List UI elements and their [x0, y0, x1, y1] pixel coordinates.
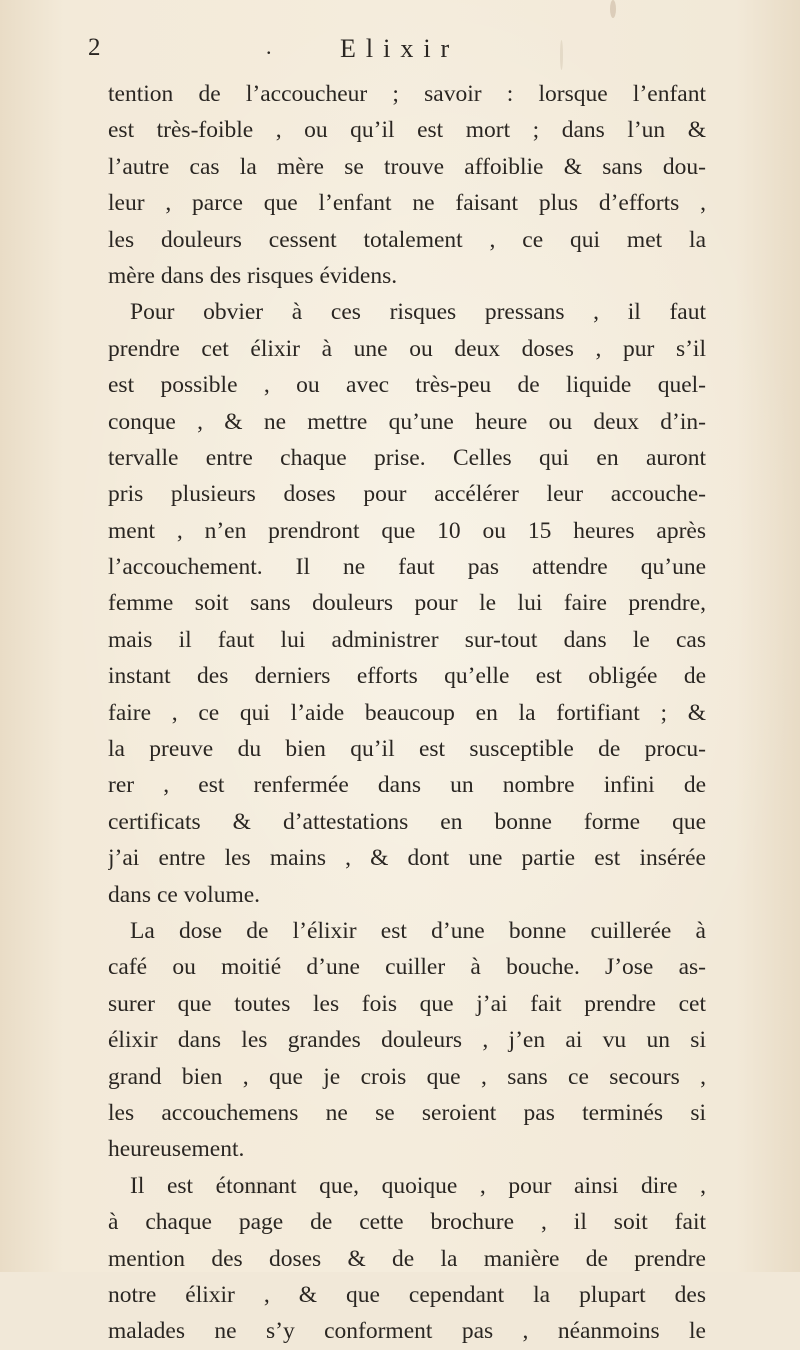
text-line: café ou moitié d’une cuiller à bouche. J’ose as-: [108, 954, 706, 981]
paragraph-first-line: Il est étonnant que, quoique , pour ainsi dire ,: [130, 1172, 706, 1199]
text-line: tervalle entre chaque prise. Celles qui en auront: [108, 444, 706, 471]
text-line: notre élixir , & que cependant la plupart des: [108, 1281, 706, 1308]
text-line: faire , ce qui l’aide beaucoup en la fortifiant ; &: [108, 699, 706, 726]
text-line: tention de l’accoucheur ; savoir : lorsque l’enfant: [108, 81, 706, 107]
paragraph-first-line: La dose de l’élixir est d’une bonne cuillerée à: [130, 917, 706, 944]
text-line: j’ai entre les mains , & dont une partie est insérée: [108, 845, 706, 872]
text-line: pris plusieurs doses pour accélérer leur accouche-: [108, 481, 706, 508]
text-line: est très-foible , ou qu’il est mort ; dans l’un &: [108, 117, 706, 144]
text-line: femme soit sans douleurs pour le lui faire prendre,: [108, 590, 706, 617]
text-line: à chaque page de cette brochure , il soit fait: [108, 1209, 706, 1236]
text-line: prendre cet élixir à une ou deux doses , pur s’il: [108, 335, 706, 362]
text-line: leur , parce que l’enfant ne faisant plus d’efforts ,: [108, 190, 706, 217]
text-line: l’autre cas la mère se trouve affoiblie & sans dou-: [108, 153, 706, 180]
text-line: conque , & ne mettre qu’une heure ou deux d’in-: [108, 408, 706, 435]
text-line: dans ce volume.: [108, 881, 261, 908]
header-separator: .: [266, 34, 272, 59]
text-line: grand bien , que je crois que , sans ce secours ,: [108, 1063, 706, 1090]
text-line: élixir dans les grandes douleurs , j’en ai vu un si: [108, 1027, 706, 1054]
text-line: l’accouchement. Il ne faut pas attendre qu’une: [108, 554, 706, 581]
body-text: [108, 76, 706, 1350]
text-line: mention des doses & de la manière de prendre: [108, 1245, 706, 1272]
text-line: les douleurs cessent totalement , ce qui met la: [108, 226, 706, 253]
text-line: la preuve du bien qu’il est susceptible de procu-: [108, 736, 706, 763]
text-line: mais il faut lui administrer sur-tout dans le cas: [108, 626, 706, 653]
text-line: certificats & d’attestations en bonne forme que: [108, 808, 706, 835]
text-line: ment , n’en prendront que 10 ou 15 heures après: [108, 517, 706, 544]
text-line: surer que toutes les fois que j’ai fait prendre cet: [108, 990, 706, 1017]
text-line: heureusement.: [108, 1136, 245, 1163]
text-line: instant des derniers efforts qu’elle est obligée de: [108, 663, 706, 690]
page-number: 2: [88, 34, 102, 61]
text-line: rer , est renfermée dans un nombre infini de: [108, 772, 706, 799]
text-line: les accouchemens ne se seroient pas terminés si: [108, 1099, 706, 1126]
text-line: mère dans des risques évidens.: [108, 262, 398, 289]
page-header: [88, 34, 712, 74]
text-line: est possible , ou avec très-peu de liquide quel-: [108, 372, 706, 399]
paper-stain: [610, 0, 616, 18]
running-head: Elixir: [340, 34, 460, 63]
paragraph-first-line: Pour obvier à ces risques pressans , il faut: [130, 299, 706, 326]
text-line: malades ne s’y conforment pas , néanmoins le: [108, 1318, 706, 1345]
